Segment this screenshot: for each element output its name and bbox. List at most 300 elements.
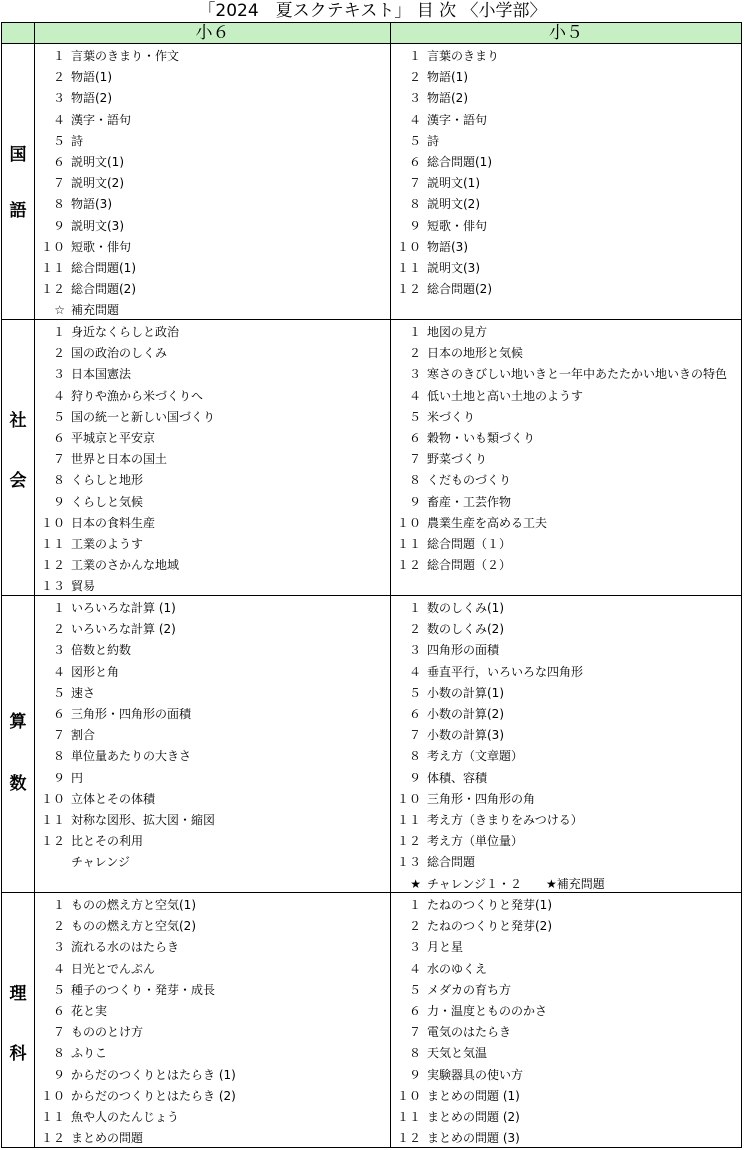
list-item <box>391 46 499 67</box>
grade6-header: 小６ <box>195 23 230 43</box>
grade6-list <box>35 44 390 319</box>
item-number: ２ <box>52 919 65 934</box>
list-item <box>35 746 191 767</box>
item-number: １２ <box>40 282 65 297</box>
item-title: 物語(3) <box>427 239 468 254</box>
item-number: ３ <box>52 940 65 955</box>
item-number: １１ <box>396 813 421 827</box>
item-number: ４ <box>408 664 421 679</box>
list-item <box>35 88 112 109</box>
item-number: １ <box>408 49 421 63</box>
item-title: 総合問題（１） <box>427 537 512 551</box>
item-number: １ <box>52 325 65 339</box>
list-item <box>391 131 439 152</box>
subject-label <box>2 320 34 595</box>
list-item <box>391 322 487 343</box>
grade6-list <box>35 320 390 595</box>
item-title: ものの燃え方と空気(1) <box>71 898 196 912</box>
item-number: ７ <box>52 1025 65 1040</box>
item-number: ★ <box>410 876 421 891</box>
item-title: メダカの育ち方 <box>427 982 512 997</box>
item-title: 物語(2) <box>71 91 112 106</box>
item-title: 平城京と平安京 <box>71 431 156 445</box>
item-title: 考え方（単位量） <box>427 834 524 849</box>
list-item <box>391 67 468 88</box>
item-number: ７ <box>408 1025 421 1040</box>
list-item <box>391 194 480 215</box>
list-item <box>35 916 196 937</box>
list-item <box>391 980 511 1001</box>
list-item <box>391 1107 520 1128</box>
item-title: からだのつくりとはたらき (1) <box>71 1067 236 1082</box>
list-item <box>391 237 468 258</box>
item-number: ２ <box>408 919 421 934</box>
list-item <box>35 470 143 491</box>
list-item <box>35 173 124 194</box>
item-number: ９ <box>52 1067 65 1082</box>
list-item <box>391 152 492 173</box>
item-number: ６ <box>52 155 65 169</box>
list-item <box>35 428 155 449</box>
item-title: 漢字・語句 <box>71 112 132 127</box>
list-item <box>391 513 547 534</box>
item-title: ふりこ <box>71 1046 108 1061</box>
item-title: 説明文(1) <box>71 155 124 169</box>
item-title: 対称な図形、拡大図・縮図 <box>71 813 216 827</box>
list-item <box>391 216 487 237</box>
column-divider <box>34 23 35 43</box>
item-title: 補充問題 <box>71 303 120 318</box>
item-title: 説明文(1) <box>427 176 480 191</box>
item-title: 速さ <box>71 685 96 700</box>
list-item <box>35 534 143 555</box>
item-number: １０ <box>40 791 65 806</box>
item-title: からだのつくりとはたらき (2) <box>71 1088 236 1103</box>
item-title: 天気と気温 <box>427 1046 488 1061</box>
item-number: １２ <box>40 558 65 573</box>
subject-char: 国 <box>9 145 27 165</box>
list-item <box>35 279 136 300</box>
subject-char: 科 <box>9 1044 27 1064</box>
item-title: 倍数と約数 <box>71 643 132 658</box>
item-number: ８ <box>408 1046 421 1061</box>
subject-char: 語 <box>9 201 27 221</box>
list-item <box>391 364 727 385</box>
item-number: ６ <box>52 707 65 721</box>
item-number: ７ <box>408 452 421 467</box>
list-item <box>35 598 176 619</box>
list-item <box>391 534 511 555</box>
list-item <box>35 67 112 88</box>
item-number: ６ <box>52 1004 65 1018</box>
item-number: １０ <box>396 1088 421 1103</box>
item-title: 言葉のきまり <box>427 49 500 63</box>
subject-section-sansu <box>2 596 741 893</box>
list-item <box>391 619 504 640</box>
item-number: ６ <box>408 155 421 169</box>
item-number: ２ <box>52 70 65 85</box>
list-item <box>391 640 499 661</box>
item-title: 地図の見方 <box>427 325 488 339</box>
item-number: １２ <box>40 1131 65 1146</box>
item-number: ９ <box>408 494 421 509</box>
grade6-list <box>35 893 390 1147</box>
item-title: 低い土地と高い土地のようす <box>427 388 584 403</box>
item-title: たねのつくりと発芽(2) <box>427 919 552 934</box>
list-item <box>35 555 179 576</box>
list-item <box>391 704 504 725</box>
list-item <box>35 386 203 407</box>
item-title: 穀物・いも類づくり <box>427 431 536 445</box>
item-title: くだものづくり <box>427 473 512 488</box>
list-item <box>35 852 130 873</box>
list-item <box>391 386 583 407</box>
subject-char: 社 <box>9 411 27 431</box>
list-item <box>391 937 463 958</box>
item-title: くらしと地形 <box>71 473 144 488</box>
list-item <box>391 852 475 873</box>
item-number: ６ <box>408 707 421 721</box>
item-title: 身近なくらしと政治 <box>71 325 180 339</box>
list-item <box>391 407 475 428</box>
item-title: 総合問題(1) <box>427 155 492 169</box>
item-title: 魚や人のたんじょう <box>71 1110 180 1124</box>
item-title: 狩りや漁から米づくりへ <box>71 388 204 403</box>
list-item <box>391 110 487 131</box>
item-number: １１ <box>396 261 421 275</box>
item-number: １ <box>52 49 65 63</box>
item-number: ４ <box>408 388 421 403</box>
item-title: 農業生産を高める工夫 <box>427 515 548 530</box>
list-item <box>391 258 480 279</box>
item-number: ４ <box>408 112 421 127</box>
item-number: ２ <box>52 346 65 361</box>
item-title: 詩 <box>71 133 84 148</box>
item-number: ２ <box>408 622 421 637</box>
list-item <box>35 895 196 916</box>
list-item <box>391 1043 487 1064</box>
list-item <box>35 364 131 385</box>
item-number: ３ <box>52 643 65 658</box>
item-title: 流れる水のはたらき <box>71 940 180 955</box>
item-title: 三角形・四角形の角 <box>427 791 536 806</box>
item-number: ５ <box>52 409 65 424</box>
item-title: 物語(3) <box>71 197 112 212</box>
list-item <box>391 555 511 576</box>
list-item <box>35 258 136 279</box>
list-item <box>391 662 583 683</box>
list-item <box>35 1107 179 1128</box>
item-title: いろいろな計算 (1) <box>71 601 176 615</box>
item-title: 花と実 <box>71 1004 108 1018</box>
item-number: １０ <box>40 515 65 530</box>
item-number: ８ <box>52 749 65 764</box>
item-number: １２ <box>396 1131 421 1146</box>
item-title: 小数の計算(3) <box>427 728 504 743</box>
list-item <box>391 874 605 895</box>
item-number: ４ <box>52 388 65 403</box>
list-item <box>35 1065 236 1086</box>
item-number: １２ <box>396 834 421 849</box>
item-number: ３ <box>52 91 65 106</box>
item-number: １１ <box>40 261 65 275</box>
item-number: ７ <box>52 176 65 191</box>
item-number: １２ <box>40 834 65 849</box>
item-title: 米づくり <box>427 409 476 424</box>
column-divider <box>390 23 391 43</box>
item-title: 三角形・四角形の面積 <box>71 707 192 721</box>
item-number: ５ <box>408 133 421 148</box>
item-title: 実験器具の使い方 <box>427 1067 524 1082</box>
list-item <box>35 152 124 173</box>
item-title: 総合問題 <box>427 855 476 870</box>
item-title: 野菜づくり <box>427 452 488 467</box>
item-title: 畜産・工芸作物 <box>427 494 512 509</box>
grade6-list <box>35 596 390 892</box>
item-number: １０ <box>40 1088 65 1103</box>
item-number: １１ <box>40 537 65 551</box>
list-item <box>391 1128 520 1149</box>
item-title: 漢字・語句 <box>427 112 488 127</box>
item-title: 小数の計算(2) <box>427 707 504 721</box>
item-title: まとめの問題 (3) <box>427 1131 520 1146</box>
list-item <box>35 576 95 597</box>
list-item <box>35 619 176 640</box>
list-item <box>391 1065 523 1086</box>
list-item <box>35 1128 143 1149</box>
item-title: 説明文(2) <box>71 176 124 191</box>
item-number: １ <box>408 601 421 615</box>
item-number: ４ <box>52 664 65 679</box>
list-item <box>391 789 535 810</box>
item-title: 日本の地形と気候 <box>427 346 524 361</box>
subject-label <box>2 596 34 892</box>
item-title: 短歌・俳句 <box>427 218 488 233</box>
list-item <box>391 470 511 491</box>
list-item <box>35 131 83 152</box>
item-number: １０ <box>396 791 421 806</box>
item-number: ８ <box>408 473 421 488</box>
list-item <box>35 407 215 428</box>
item-number: ５ <box>408 982 421 997</box>
subject-section-shakai <box>2 320 741 596</box>
item-title: 比とその利用 <box>71 834 144 849</box>
subject-char: 算 <box>9 712 27 732</box>
list-item <box>35 810 215 831</box>
item-title: 短歌・俳句 <box>71 239 132 254</box>
item-title: まとめの問題 (1) <box>427 1088 520 1103</box>
item-number: ９ <box>52 770 65 785</box>
list-item <box>391 895 552 916</box>
list-item <box>35 831 143 852</box>
item-title: 寒さのきびしい地いきと一年中あたたかい地いきの特色 <box>427 367 728 382</box>
item-number: １ <box>52 898 65 912</box>
list-item <box>391 1022 511 1043</box>
item-title: 考え方（文章題） <box>427 749 524 764</box>
list-item <box>391 343 523 364</box>
item-title: 総合問題(2) <box>71 282 136 297</box>
item-number: ３ <box>52 367 65 382</box>
item-title: 円 <box>71 770 84 785</box>
item-title: 垂直平行，いろいろな四角形 <box>427 664 584 679</box>
item-title: 日本の食料生産 <box>71 515 156 530</box>
list-item <box>35 343 167 364</box>
item-title: くらしと気候 <box>71 494 144 509</box>
item-title: 国の政治のしくみ <box>71 346 168 361</box>
item-title: 貿易 <box>71 579 96 594</box>
item-title: 割合 <box>71 728 96 743</box>
item-title: 数のしくみ(1) <box>427 601 504 615</box>
item-number: ７ <box>408 728 421 743</box>
item-title: 説明文(3) <box>427 261 480 275</box>
list-item <box>35 322 179 343</box>
grade5-list <box>391 320 741 595</box>
subject-label <box>2 44 34 319</box>
table-header <box>2 23 741 44</box>
item-number: ４ <box>52 961 65 976</box>
item-number: ６ <box>408 431 421 445</box>
item-number: ９ <box>52 218 65 233</box>
list-item <box>35 46 179 67</box>
list-item <box>391 598 504 619</box>
item-number: １２ <box>396 282 421 297</box>
list-item <box>35 1043 107 1064</box>
item-title: 言葉のきまり・作文 <box>71 49 180 63</box>
list-item <box>35 662 119 683</box>
toc-table <box>1 22 742 1148</box>
list-item <box>391 768 487 789</box>
item-title: 工業のようす <box>71 537 144 551</box>
list-item <box>35 194 112 215</box>
item-title: まとめの問題 (2) <box>427 1110 520 1124</box>
subject-label <box>2 893 34 1147</box>
list-item <box>391 279 492 300</box>
grade5-list <box>391 44 741 319</box>
item-number: １ <box>52 601 65 615</box>
item-number: １１ <box>40 813 65 827</box>
list-item <box>391 683 504 704</box>
list-item <box>35 725 95 746</box>
item-title: 図形と角 <box>71 664 120 679</box>
item-number: ３ <box>408 367 421 382</box>
item-number: ８ <box>52 197 65 212</box>
item-title: 説明文(3) <box>71 218 124 233</box>
item-number: ４ <box>52 112 65 127</box>
list-item <box>35 768 83 789</box>
list-item <box>391 492 511 513</box>
list-item <box>35 216 124 237</box>
item-number: ７ <box>52 452 65 467</box>
item-number: ５ <box>52 133 65 148</box>
item-title: 考え方（きまりをみつける） <box>427 813 583 827</box>
item-number: ９ <box>408 218 421 233</box>
item-number: ３ <box>408 91 421 106</box>
item-number: ９ <box>408 770 421 785</box>
item-title: 立体とその体積 <box>71 791 156 806</box>
item-title: 物語(2) <box>427 91 468 106</box>
item-number: ☆ <box>54 303 65 318</box>
list-item <box>391 746 523 767</box>
item-title: 小数の計算(1) <box>427 685 504 700</box>
item-number: ２ <box>408 70 421 85</box>
item-number: ８ <box>408 197 421 212</box>
item-number: ３ <box>408 643 421 658</box>
item-number: ７ <box>52 728 65 743</box>
item-number: １２ <box>396 558 421 573</box>
item-number: １ <box>408 898 421 912</box>
item-title: 工業のさかんな地域 <box>71 558 180 573</box>
item-number: ４ <box>408 961 421 976</box>
item-number: １１ <box>396 537 421 551</box>
item-title: 力・温度ともののかさ <box>427 1004 548 1018</box>
list-item <box>391 88 468 109</box>
item-title: 水のゆくえ <box>427 961 488 976</box>
subject-section-rika <box>2 893 741 1147</box>
item-title: ものの燃え方と空気(2) <box>71 919 196 934</box>
item-title: 数のしくみ(2) <box>427 622 504 637</box>
item-number: ９ <box>52 494 65 509</box>
item-number: １ <box>408 325 421 339</box>
list-item <box>35 980 215 1001</box>
list-item <box>35 300 119 321</box>
page-title: 「2024 夏スクテキスト」 目 次 〈小学部〉 <box>198 1 547 21</box>
list-item <box>35 1086 236 1107</box>
item-title: 単位量あたりの大きさ <box>71 749 192 764</box>
list-item <box>35 1001 107 1022</box>
list-item <box>35 937 179 958</box>
item-title: チャレンジ <box>71 855 131 870</box>
list-item <box>35 704 191 725</box>
item-title: 総合問題(2) <box>427 282 492 297</box>
grade5-list <box>391 596 741 892</box>
item-title: 詩 <box>427 133 440 148</box>
item-title: たねのつくりと発芽(1) <box>427 898 552 912</box>
item-number: １０ <box>396 515 421 530</box>
item-title: 国の統一と新しい国づくり <box>71 409 216 424</box>
list-item <box>391 810 583 831</box>
item-number: ９ <box>408 1067 421 1082</box>
item-number: １１ <box>396 1110 421 1124</box>
list-item <box>391 449 487 470</box>
list-item <box>35 513 155 534</box>
item-number: ７ <box>408 176 421 191</box>
subject-char: 会 <box>9 471 27 491</box>
item-title: 物語(1) <box>71 70 112 85</box>
item-number: ５ <box>408 685 421 700</box>
item-title: 説明文(2) <box>427 197 480 212</box>
list-item <box>35 449 167 470</box>
item-number: ５ <box>52 982 65 997</box>
item-title: まとめの問題 <box>71 1131 144 1146</box>
item-number: １３ <box>396 855 421 870</box>
item-number: ６ <box>408 1004 421 1018</box>
item-number: ５ <box>408 409 421 424</box>
item-number: １０ <box>40 239 65 254</box>
item-title: 四角形の面積 <box>427 643 500 658</box>
item-title: 日本国憲法 <box>71 367 132 382</box>
item-title: 総合問題(1) <box>71 261 136 275</box>
item-number: ２ <box>408 346 421 361</box>
item-number: １３ <box>40 579 65 594</box>
item-title: 物語(1) <box>427 70 468 85</box>
list-item <box>35 492 143 513</box>
item-number: ８ <box>52 473 65 488</box>
list-item <box>35 959 155 980</box>
list-item <box>35 110 131 131</box>
item-number: １０ <box>396 239 421 254</box>
list-item <box>35 683 95 704</box>
list-item <box>391 831 523 852</box>
